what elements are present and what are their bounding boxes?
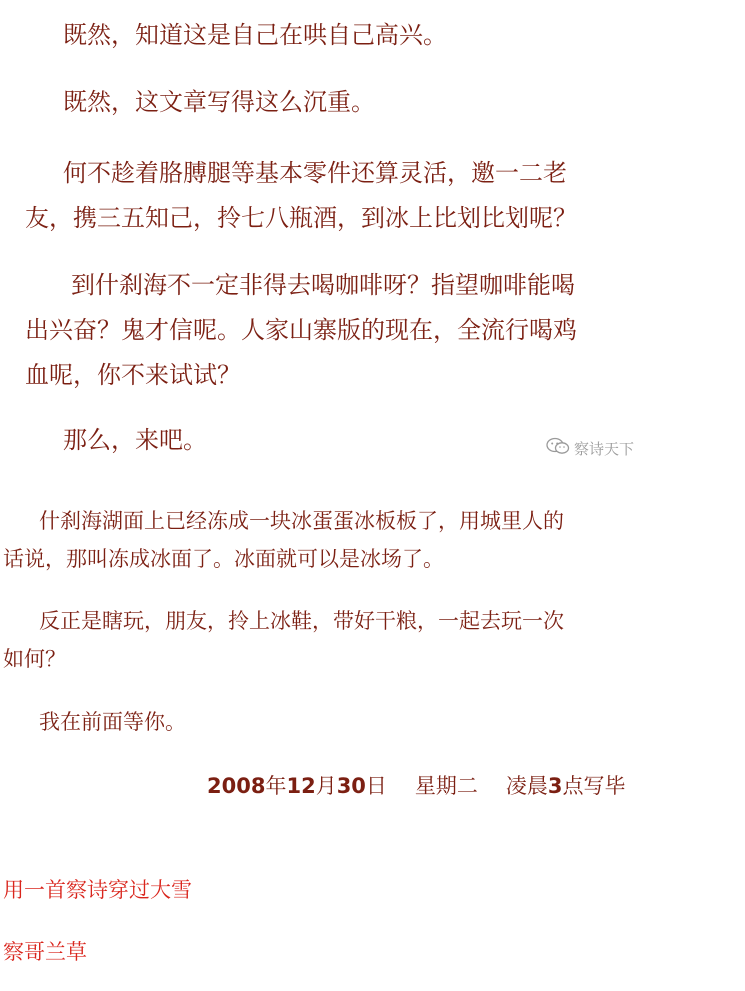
paragraph-3-line-1: 何不趁着胳膊腿等基本零件还算灵活，邀一二老: [63, 159, 567, 187]
paragraph-6-line-1: 什刹海湖面上已经冻成一块冰蛋蛋冰板板了，用城里人的: [39, 509, 564, 533]
paragraph-6-line-2: 话说，那叫冻成冰面了。冰面就可以是冰场了。: [3, 547, 444, 571]
watermark-text: 察诗天下: [574, 439, 635, 458]
paragraph-4-line-3: 血呢，你不来试试？: [25, 361, 241, 389]
paragraph-6: [3, 502, 564, 578]
paragraph-3: [25, 151, 577, 241]
link-chage-lancao[interactable]: 察哥兰草: [3, 940, 87, 964]
paragraph-4: [25, 263, 577, 398]
paragraph-7-line-2: 如何？: [3, 647, 66, 671]
weekday: 星期二: [414, 774, 478, 798]
date-year: 2008: [207, 774, 266, 798]
paragraph-5: 那么，来吧。: [63, 426, 207, 454]
time-prefix: 凌晨: [505, 774, 548, 798]
date-day: 30: [336, 774, 366, 798]
date-year-char: 年: [265, 774, 287, 798]
paragraph-4-line-2: 出兴奋？鬼才信呢。人家山寨版的现在，全流行喝鸡: [25, 316, 577, 344]
link-poem-through-snow[interactable]: 用一首察诗穿过大雪: [3, 878, 192, 902]
wechat-icon: [546, 437, 570, 459]
watermark: [546, 437, 634, 459]
paragraph-7: [3, 602, 564, 678]
signature-date: [207, 770, 626, 800]
paragraph-2: 既然，这文章写得这么沉重。: [63, 88, 375, 116]
paragraph-8: 我在前面等你。: [39, 710, 186, 734]
paragraph-7-line-1: 反正是瞎玩，朋友，拎上冰鞋，带好干粮，一起去玩一次: [39, 609, 564, 633]
time-hour: 3: [547, 774, 563, 798]
date-day-char: 日: [365, 774, 387, 798]
paragraph-4-line-1: 到什刹海不一定非得去喝咖啡呀？指望咖啡能喝: [71, 271, 575, 299]
paragraph-3-line-2: 友，携三五知己，拎七八瓶酒，到冰上比划比划呢？: [25, 204, 577, 232]
date-month-char: 月: [315, 774, 337, 798]
date-month: 12: [286, 774, 316, 798]
time-suffix: 点写毕: [562, 774, 626, 798]
paragraph-1: 既然，知道这是自己在哄自己高兴。: [63, 21, 447, 49]
